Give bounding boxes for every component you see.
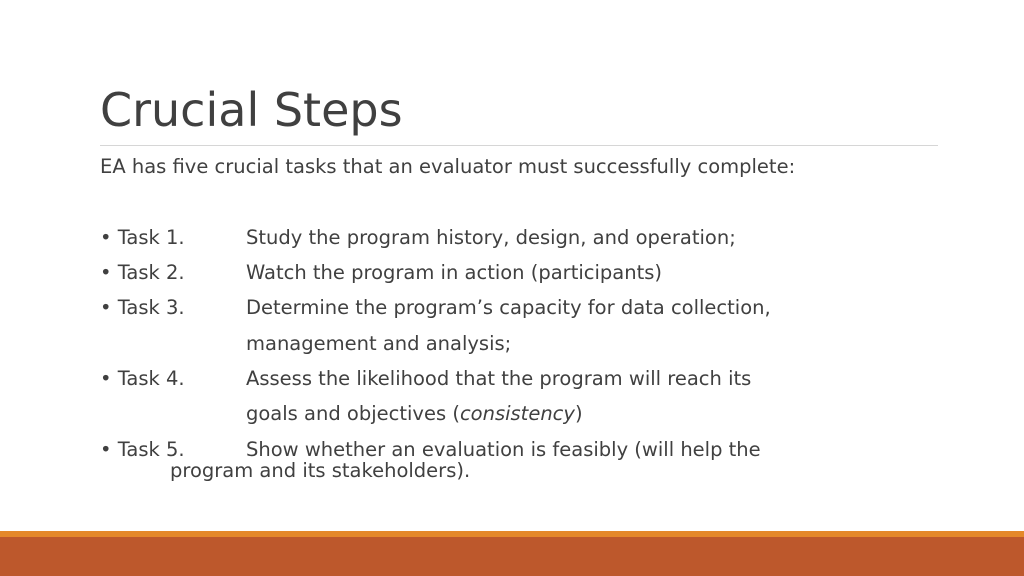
- task-3-text-line-1: Determine the program’s capacity for data collection,: [246, 296, 771, 319]
- task-4-consistency: consistency: [459, 402, 575, 425]
- task-1-label: • Task 1.: [100, 226, 185, 249]
- task-4-label: • Task 4.: [100, 367, 185, 390]
- task-1-text: Study the program history, design, and operation;: [246, 226, 736, 249]
- task-3-text-line-2: management and analysis;: [246, 332, 512, 355]
- intro-text: EA has five crucial tasks that an evaluator must successfully complete:: [100, 155, 796, 178]
- task-2-text: Watch the program in action (participants): [246, 261, 662, 284]
- task-3-label: • Task 3.: [100, 296, 185, 319]
- task-5-label: • Task 5.: [100, 438, 185, 461]
- task-4-line-2-suffix: ): [574, 402, 583, 425]
- task-4-line-2-prefix: goals and objectives (: [246, 402, 460, 425]
- task-4-text-line-2: [246, 401, 583, 427]
- slide-title: Crucial Steps: [100, 83, 403, 137]
- task-2-label: • Task 2.: [100, 261, 185, 284]
- title-divider: [100, 145, 938, 146]
- footer-accent-bar: [0, 537, 1024, 576]
- task-5-text-line-1: Show whether an evaluation is feasibly (will help the: [246, 438, 761, 461]
- task-5-text-line-2: program and its stakeholders).: [170, 459, 471, 482]
- task-4-text-line-1: Assess the likelihood that the program will reach its: [246, 367, 752, 390]
